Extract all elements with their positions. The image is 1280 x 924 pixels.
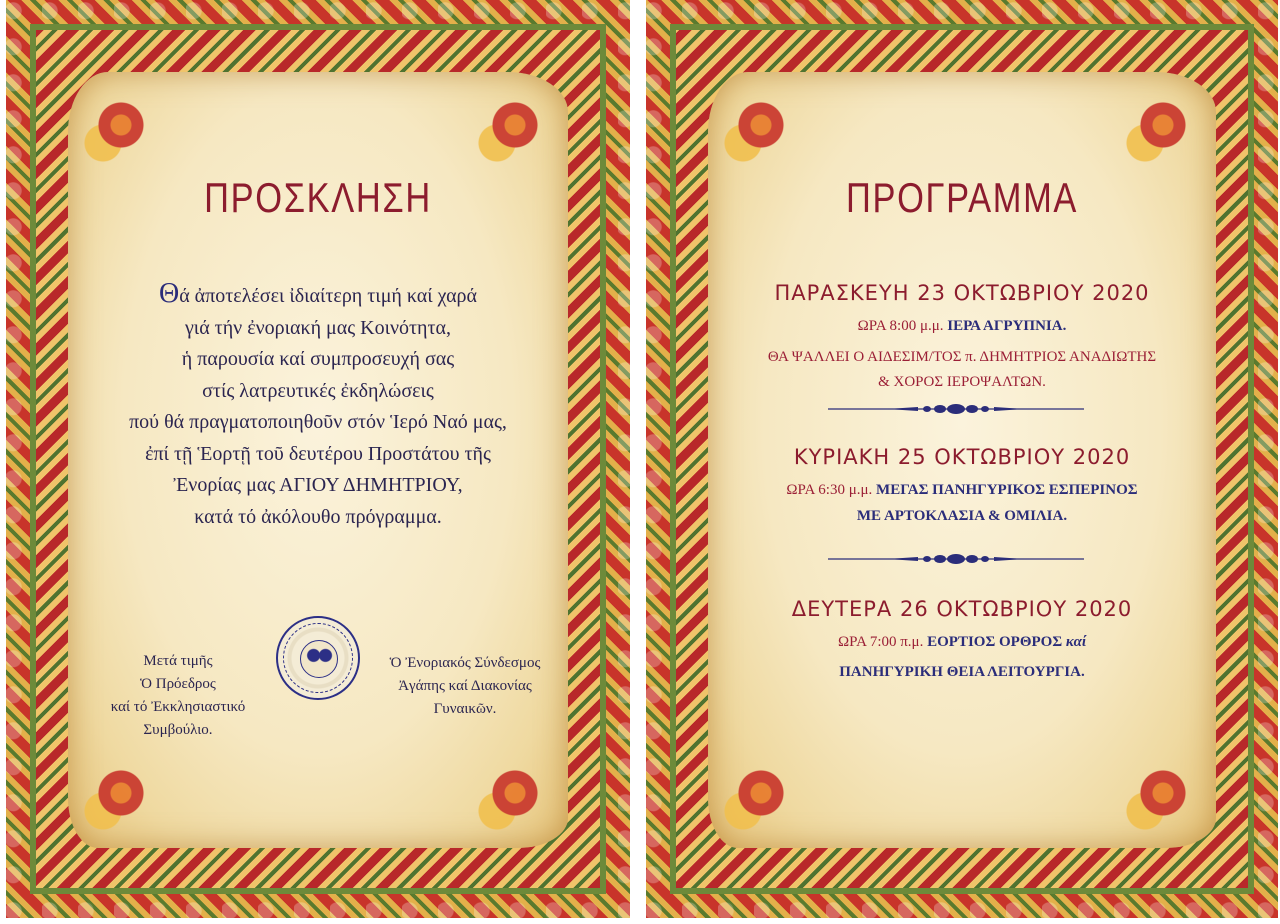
drop-cap: Θ [158,278,180,309]
metropolis-seal-icon [276,616,360,700]
saints-icon [300,640,338,678]
invitation-line: κατά τό ἀκόλουθο πρόγραμμα. [194,505,442,528]
ornamental-divider [828,404,1084,414]
corner-flower-icon [716,748,806,838]
invitation-title: ΠΡΟΣΚΛΗΣΗ [204,174,432,221]
day1-heading: ΠΑΡΑΣΚΕΥΗ 23 ΟΚΤΩΒΡΙΟΥ 2020 [774,281,1150,305]
corner-flower-icon [76,80,166,170]
corner-flower-icon [76,748,166,838]
day2-time-line [646,482,1278,499]
day1-time-line [646,318,1278,335]
day2-time: ΩΡΑ 6:30 μ.μ. [786,482,873,498]
ornamental-divider [828,554,1084,564]
day1-line2: ΘΑ ΨΑΛΛΕΙ Ο ΑΙΔΕΣΙΜ/ΤΟΣ π. ΔΗΜΗΤΡΙΟΣ ΑΝΑΔΙΩΤΗΣ [767,349,1157,365]
day2-event: ΜΕΓΑΣ ΠΑΝΗΓΥΡΙΚΟΣ ΕΣΠΕΡΙΝΟΣ [876,482,1138,498]
invitation-line: γιά τήν ἐνοριακή μας Κοινότητα, [184,316,452,339]
day2-heading: ΚΥΡΙΑΚΗ 25 ΟΚΤΩΒΡΙΟΥ 2020 [793,445,1131,469]
invitation-line: Ἐνορίας μας ΑΓΙΟΥ ΔΗΜΗΤΡΙΟΥ, [173,474,463,496]
day2-line2: ΜΕ ΑΡΤΟΚΛΑΣΙΑ & ΟΜΙΛΙΑ. [856,508,1068,524]
day3-time-line [646,634,1278,651]
invitation-line: Θά ἀποτελέσει ἰδιαίτερη τιμή καί χαρά [158,278,478,309]
day3-line2: ΠΑΝΗΓΥΡΙΚΗ ΘΕΙΑ ΛΕΙΤΟΥΡΓΙΑ. [839,664,1085,680]
day3-heading: ΔΕΥΤΕΡΑ 26 ΟΚΤΩΒΡΙΟΥ 2020 [791,597,1133,621]
day1-time: ΩΡΑ 8:00 μ.μ. [857,318,944,334]
day1-event: ΙΕΡΑ ΑΓΡΥΠΝΙΑ. [947,318,1067,334]
corner-flower-icon [1118,80,1208,170]
day1-line3: & ΧΟΡΟΣ ΙΕΡΟΨΑΛΤΩΝ. [878,374,1046,390]
signature-association: Ὁ Ἐνοριακός Σύνδεσμος Ἀγάπης καί Διακονίας Γυναικῶν. [389,655,541,717]
day2-line2-wrap [646,508,1278,525]
invitation-line: ἡ παρουσία καί συμπροσευχή σας [181,348,455,370]
corner-flower-icon [716,80,806,170]
invitation-line: ἐπί τῇ Ἑορτῇ τοῦ δευτέρου Προστάτου τῆς [145,442,491,465]
corner-flower-icon [1118,748,1208,838]
signature-council: Μετά τιμῆς Ὁ Πρόεδρος καί τό Ἐκκλησιαστικό Συμβούλιο. [110,653,246,738]
day3-conjunction: καί [1065,634,1087,650]
program-panel [646,0,1278,918]
day3-line2-wrap [646,664,1278,681]
corner-flower-icon [470,748,560,838]
corner-flower-icon [470,80,560,170]
invitation-panel [6,0,630,918]
day3-event: ΕΟΡΤΙΟΣ ΟΡΘΡΟΣ [927,634,1063,650]
day3-time: ΩΡΑ 7:00 π.μ. [837,634,924,650]
invitation-line: πού θά πραγματοποιηθοῦν στόν Ἱερό Ναό μας, [129,411,507,433]
invitation-line: στίς λατρευτικές ἐκδηλώσεις [202,379,434,402]
invitation-body [76,278,560,533]
program-title: ΠΡΟΓΡΑΜΜΑ [845,174,1079,221]
